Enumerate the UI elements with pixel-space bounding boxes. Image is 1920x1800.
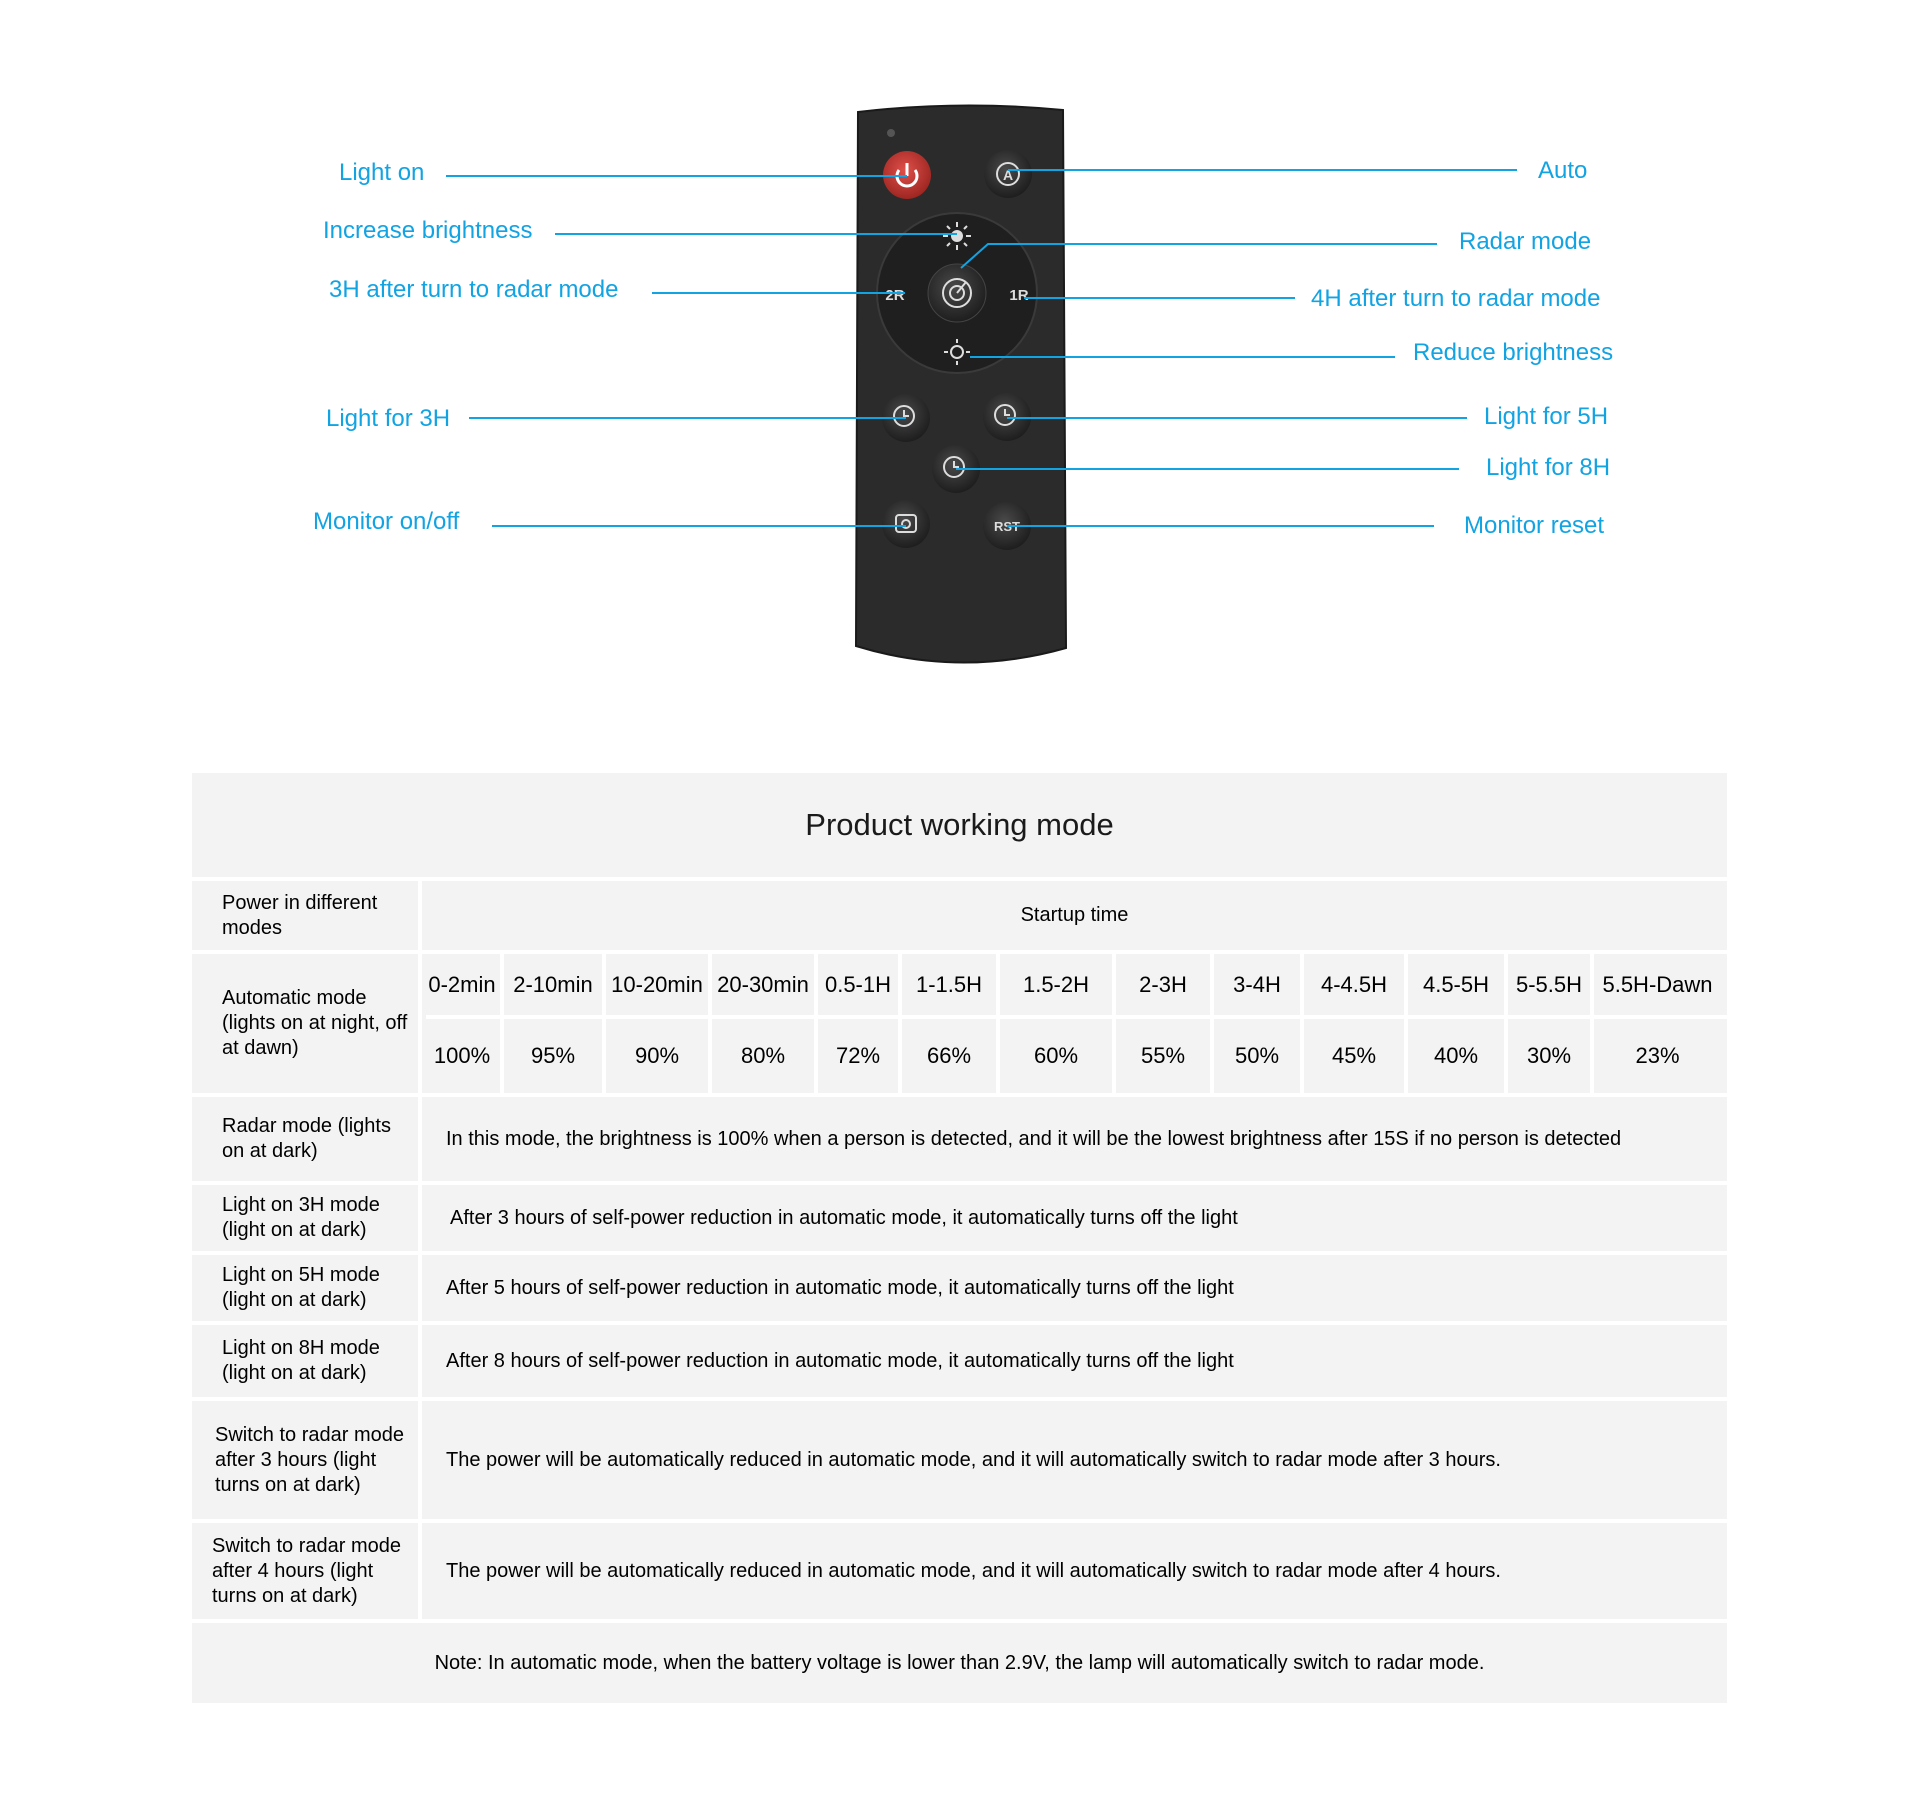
monitor-button[interactable]	[882, 500, 930, 548]
row-radar-after-3h: Switch to radar mode after 3 hours (light turns on at dark)	[215, 1423, 404, 1496]
auto-glyph: A	[1002, 167, 1014, 183]
power-value: 66%	[926, 1043, 972, 1068]
power-value: 55%	[1140, 1043, 1186, 1068]
time-slot: 0.5-1H	[824, 971, 892, 997]
time-slot: 5.5H-Dawn	[1602, 971, 1713, 997]
power-value: 23%	[1635, 1043, 1680, 1068]
label-monitor-onoff: Monitor on/off	[313, 508, 460, 535]
desc-radar-mode: In this mode, the brightness is 100% when a person is detected, and it will be the lowest brightness after 15S if no person is detected	[446, 1127, 1622, 1150]
time-slot: 4.5-5H	[1422, 971, 1490, 997]
label-radar-mode: Radar mode	[1459, 228, 1592, 255]
power-value: 40%	[1433, 1043, 1479, 1068]
label-increase-brightness: Increase brightness	[323, 217, 533, 244]
led-indicator	[887, 129, 895, 137]
time-slot: 2-3H	[1139, 971, 1187, 997]
power-value: 45%	[1331, 1043, 1377, 1068]
row-automatic-mode: Automatic mode (lights on at night, off at dawn)	[222, 987, 408, 1059]
label-light-3h: Light for 3H	[326, 405, 451, 432]
power-value: 100%	[433, 1043, 491, 1068]
auto-button[interactable]	[984, 150, 1032, 198]
time-slot: 1-1.5H	[915, 971, 983, 997]
radar-3h-button[interactable]: 2R	[885, 287, 905, 304]
table-title: Product working mode	[805, 807, 1114, 842]
radar-4h-button[interactable]: 1R	[1009, 287, 1029, 304]
desc-3h-mode: After 3 hours of self-power reduction in automatic mode, it automatically turns off the light	[450, 1206, 1238, 1229]
label-light-8h: Light for 8H	[1486, 454, 1611, 481]
time-slot: 2-10min	[513, 971, 593, 997]
power-value: 95%	[530, 1043, 576, 1068]
sun-bright-icon[interactable]	[943, 222, 971, 250]
power-value: 80%	[740, 1043, 786, 1068]
time-slot: 5-5.5H	[1515, 971, 1583, 997]
power-value: 30%	[1526, 1043, 1572, 1068]
time-slot: 0-2min	[428, 971, 496, 997]
rst-glyph: RST	[994, 519, 1020, 534]
power-value: 60%	[1033, 1043, 1079, 1068]
power-value: 72%	[835, 1043, 881, 1068]
row-3h-mode: Light on 3H mode (light on at dark)	[222, 1194, 380, 1241]
desc-radar-after-4h: The power will be automatically reduced in automatic mode, and it will automatically switch to radar mode after 4 hours.	[446, 1559, 1501, 1582]
header-startup-time: Startup time	[1020, 904, 1129, 926]
time-slot: 3-4H	[1233, 971, 1281, 997]
remote-body	[856, 105, 1066, 662]
time-slot: 1.5-2H	[1022, 971, 1090, 997]
row-5h-mode: Light on 5H mode (light on at dark)	[222, 1264, 380, 1311]
desc-radar-after-3h: The power will be automatically reduced in automatic mode, and it will automatically switch to radar mode after 3 hours.	[446, 1448, 1501, 1471]
label-light-5h: Light for 5H	[1484, 403, 1609, 430]
label-3h-radar: 3H after turn to radar mode	[329, 276, 619, 303]
row-radar-mode: Radar mode (lights on at dark)	[222, 1115, 391, 1162]
row-radar-after-4h: Switch to radar mode after 4 hours (light turns on at dark)	[212, 1534, 401, 1607]
time-slot: 4-4.5H	[1320, 971, 1388, 997]
remote-illustration	[0, 0, 1920, 720]
label-reduce-brightness: Reduce brightness	[1413, 339, 1614, 366]
label-light-on: Light on	[339, 159, 425, 186]
label-monitor-reset: Monitor reset	[1464, 512, 1605, 539]
header-power-modes: Power in different modes	[222, 891, 378, 939]
label-auto: Auto	[1538, 157, 1588, 184]
time-slot: 20-30min	[717, 971, 809, 997]
power-value: 90%	[634, 1043, 680, 1068]
row-8h-mode: Light on 8H mode (light on at dark)	[222, 1337, 380, 1384]
battery-note: Note: In automatic mode, when the battery voltage is lower than 2.9V, the lamp will automatically switch to radar mode.	[434, 1651, 1485, 1674]
desc-8h-mode: After 8 hours of self-power reduction in automatic mode, it automatically turns off the light	[446, 1349, 1234, 1372]
working-mode-table	[192, 773, 1727, 1703]
desc-5h-mode: After 5 hours of self-power reduction in automatic mode, it automatically turns off the light	[446, 1276, 1234, 1299]
time-slot: 10-20min	[611, 971, 703, 997]
remote-diagram	[0, 0, 1920, 720]
label-4h-radar: 4H after turn to radar mode	[1311, 285, 1601, 312]
power-value: 50%	[1234, 1043, 1280, 1068]
